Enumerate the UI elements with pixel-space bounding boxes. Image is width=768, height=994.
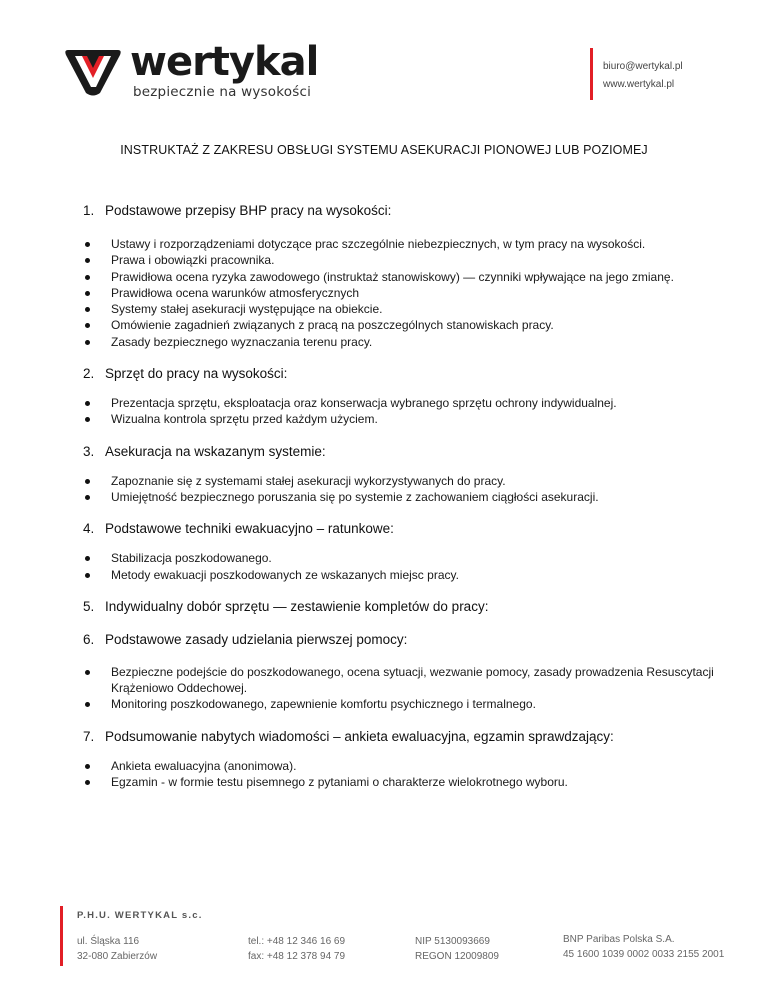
list-item: Prawa i obowiązki pracownika. [83,252,723,268]
section-list [83,664,723,713]
footer-city: 32-080 Zabierzów [77,951,158,962]
bullet-icon [85,780,90,785]
bullet-icon [85,401,90,406]
section-title: Podsumowanie nabytych wiadomości – ankieta ewaluacyjna, egzamin sprawdzający: [105,728,614,744]
footer-accent-bar [60,906,63,966]
list-item: Wizualna kontrola sprzętu przed każdym użyciem. [83,411,723,427]
footer-nip: NIP 5130093669 [415,936,490,947]
header-accent-bar [590,48,593,100]
header-contact [603,58,683,94]
page-footer [0,904,768,974]
bullet-icon [85,340,90,345]
footer-phones [248,934,345,964]
section-title: Asekuracja na wskazanym systemie: [105,443,326,459]
section-heading [83,443,723,461]
footer-company-name: P.H.U. WERTYKAL s.c. [77,910,203,921]
bullet-icon [85,242,90,247]
bullet-icon [85,556,90,561]
section-number: 4. [83,521,95,537]
list-item: Egzamin - w formie testu pisemnego z pytaniami o charakterze wielokrotnego wyboru. [83,774,723,790]
section-number: 1. [83,203,95,218]
footer-fax: fax: +48 12 378 94 79 [248,951,346,962]
bullet-icon [85,291,90,296]
section-heading [83,202,723,220]
company-logo [62,39,322,106]
list-item: Stabilizacja poszkodowanego. [83,550,723,566]
header-email[interactable]: biuro@wertykal.pl [603,61,683,72]
list-item: Prezentacja sprzętu, eksploatacja oraz konserwacja wybranego sprzętu ochrony indywidualnej. [83,395,723,411]
section-title: Podstawowe zasady udzielania pierwszej pomocy: [105,631,408,647]
footer-regon: REGON 12009809 [415,951,499,962]
section-list [83,473,723,506]
section-title: Podstawowe przepisy BHP pracy na wysokości: [105,203,392,218]
section-heading [83,365,723,383]
list-item: Bezpieczne podejście do poszkodowanego, ocena sytuacji, wezwanie pomocy, zasady prowadzenia Resuscytacji Krążeniowo Oddechowej. [83,664,723,697]
section-1 [83,202,723,350]
list-item: Prawidłowa ocena ryzyka zawodowego (instruktaż stanowiskowy) — czynniki wpływające na jego zmianę. [83,269,723,285]
brand-name: wertykal [130,39,319,85]
wertykal-logo-icon [62,46,124,98]
footer-bank-account: 45 1600 1039 0002 0033 2155 2001 [563,949,725,960]
document-body [83,202,723,790]
list-item: Monitoring poszkodowanego, zapewnienie komfortu psychicznego i termalnego. [83,696,723,712]
list-item: Systemy stałej asekuracji występujące na obiekcie. [83,301,723,317]
section-number: 5. [83,598,95,614]
bullet-icon [85,479,90,484]
footer-address [77,934,157,964]
bullet-icon [85,702,90,707]
footer-street: ul. Śląska 116 [77,936,140,947]
section-list [83,758,723,791]
list-item: Ankieta ewaluacyjna (anonimowa). [83,758,723,774]
bullet-icon [85,495,90,500]
list-item: Zapoznanie się z systemami stałej asekuracji wykorzystywanych do pracy. [83,473,723,489]
brand-tagline: bezpiecznie na wysokości [133,84,312,100]
section-heading [83,598,723,616]
bullet-icon [85,417,90,422]
bullet-icon [85,323,90,328]
section-4 [83,520,723,583]
section-number: 6. [83,631,95,647]
section-heading [83,631,723,649]
list-item: Prawidłowa ocena warunków atmosferycznych [83,285,723,301]
section-title: Sprzęt do pracy na wysokości: [105,366,288,382]
section-title: Podstawowe techniki ewakuacyjno – ratunkowe: [105,521,394,537]
bullet-icon [85,573,90,578]
bullet-icon [85,275,90,280]
section-number: 2. [83,366,95,382]
bullet-icon [85,307,90,312]
section-title: Indywidualny dobór sprzętu — zestawienie kompletów do pracy: [105,598,489,614]
section-number: 3. [83,443,95,459]
section-6 [83,631,723,713]
section-number: 7. [83,728,95,744]
section-3 [83,443,723,506]
section-list [83,395,723,428]
list-item: Umiejętność bezpiecznego poruszania się po systemie z zachowaniem ciągłości asekuracji. [83,489,723,505]
bullet-icon [85,258,90,263]
list-item: Ustawy i rozporządzeniami dotyczące prac szczególnie niebezpiecznych, w tym pracy na wysokości. [83,236,723,252]
list-item: Omówienie zagadnień związanych z pracą na poszczególnych stanowiskach pracy. [83,317,723,333]
document-title: INSTRUKTAŻ Z ZAKRESU OBSŁUGI SYSTEMU ASEKURACJI PIONOWEJ LUB POZIOMEJ [120,143,648,157]
footer-phone: tel.: +48 12 346 16 69 [248,936,346,947]
list-item: Metody ewakuacji poszkodowanych ze wskazanych miejsc pracy. [83,567,723,583]
footer-registration [415,934,499,964]
section-2 [83,365,723,428]
bullet-icon [85,764,90,769]
list-item: Zasady bezpiecznego wyznaczania terenu pracy. [83,334,723,350]
bullet-icon [85,670,90,675]
section-heading [83,520,723,538]
footer-bank [563,932,724,962]
footer-bank-name: BNP Paribas Polska S.A. [563,934,675,945]
section-list [83,236,723,350]
section-heading [83,728,723,746]
section-7 [83,728,723,791]
section-5 [83,598,723,616]
section-list [83,550,723,583]
header-website[interactable]: www.wertykal.pl [603,79,675,90]
